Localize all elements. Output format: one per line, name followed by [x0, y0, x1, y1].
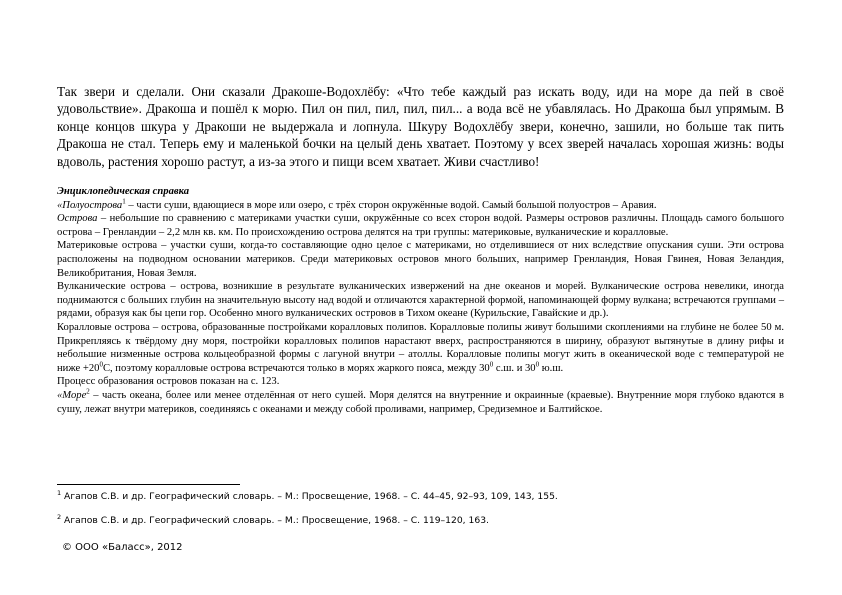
degree-mark: 0 — [489, 360, 494, 369]
coral-islands-paragraph — [57, 321, 784, 375]
process-note: Процесс образования островов показан на с. 123. — [57, 376, 280, 388]
sea-paragraph — [57, 389, 784, 416]
coral-text-d: ю.ш. — [539, 362, 564, 374]
story-paragraph: Так звери и сделали. Они сказали Дракоше-Водохлёбу: «Что тебе каждый раз искать воду, иди на море да пей в своё удовольствие». Дракоша и пошёл к морю. Пил он пил, пил, пил, пил... а вода всё не убавлялась. Но Дракоша был упрямым. В конце концов шкура у Дракоши не выдержала и лопнула. Шкуру Водохлёбу звери, конечно, зашили, но больше так пить Дракоша не стал. Теперь ему и маленькой бочки на целый день хватает. Поэтому у всех зверей началась хорошая жизнь: воды вдоволь, растения хорошо растут, а из-за этого и пищи всем хватает. Живи счастливо! — [57, 84, 784, 169]
coral-text-c: с.ш. и 30 — [493, 362, 536, 374]
degree-mark: 0 — [99, 360, 103, 369]
peninsula-term: «Полуострова — [57, 199, 123, 211]
footnote-text: Агапов С.В. и др. Географический словарь. – М.: Просвещение, 1968. – С. 119–120, 163. — [61, 515, 489, 526]
footnote-ref-2: 2 — [86, 387, 90, 396]
volcanic-islands-paragraph: Вулканические острова – острова, возникшие в результате вулканических извержений на дне океанов и морей. Вулканические острова невелики, иногда поднимаются с больших глубин на значительную высоту над водой и отличаются характерной формой, напоминающей форму вулкана; встречаются группами – рядами, образуя как бы цепи гор. Особенно много вулканических островов в Тихом океане (Курильские, Гавайские и др.). — [57, 281, 784, 320]
islands-term: Острова — [57, 213, 98, 225]
islands-paragraph — [57, 212, 784, 239]
peninsula-paragraph — [57, 199, 784, 213]
continental-islands-paragraph: Материковые острова – участки суши, когда-то составляющие одно целое с материками, но отделившиеся от них вследствие опускания суши. Эти острова расположены на подводном основании материков. Среди материковых островов много больших, например Гренландия, Новая Гвинея, Новая Зеландия, Великобритания, Новая Земля. — [57, 240, 784, 279]
footnote-divider — [57, 484, 240, 485]
coral-text-b: С, поэтому коралловые острова встречаются только в морях жаркого пояса, между 30 — [102, 362, 490, 374]
footnote-1 — [57, 488, 558, 503]
encyclopedia-section — [57, 185, 784, 416]
footnote-2 — [57, 512, 489, 527]
coral-text-a: Коралловые острова – острова, образованные постройками коралловых полипов. Коралловые полипы живут большими скоплениями на глубине не более 50 м. Прикрепляясь к твёрдому дну моря, постройки коралловых полипов нарастают вверх, распространяются в ширину, образуют вытянутые в длину рифы и небольшие низменные острова кольцеобразной формы с лагуной внутри – атоллы. Коралловые полипы могут жить в океанической воде с температурой не ниже +20 — [57, 321, 784, 374]
footnote-text: Агапов С.В. и др. Географический словарь. – М.: Просвещение, 1968. – С. 44–45, 92–93, 109, 143, 155. — [61, 491, 558, 502]
sea-text: – часть океана, более или менее отделённая от него сушей. Моря делятся на внутренние и окраинные (краевые). Внутренние моря глубоко вдаются в сушу, лежат внутри материков, соединяясь с океанами и между собой проливами, например, Средиземное и Балтийское. — [57, 389, 784, 415]
peninsula-text: – части суши, вдающиеся в море или озеро, с трёх сторон окружённые водой. Самый большой полуостров – Аравия. — [125, 199, 657, 211]
copyright-notice: © ООО «Баласс», 2012 — [62, 542, 183, 553]
islands-text: – небольшие по сравнению с материками участки суши, окружённые со всех сторон водой. Размеры островов различны. Площадь самого большого острова – Гренландии – 2,2 млн кв. км. По происхождению острова делятся на три группы: материковые, вулканические и коралловые. — [57, 213, 784, 238]
encyclopedia-heading: Энциклопедическая справка — [57, 186, 190, 197]
degree-mark: 0 — [535, 360, 540, 369]
footnote-number: 2 — [57, 512, 62, 521]
footnote-number: 1 — [57, 488, 62, 497]
sea-term: «Море — [57, 389, 87, 401]
footnote-ref-1: 1 — [122, 197, 126, 206]
